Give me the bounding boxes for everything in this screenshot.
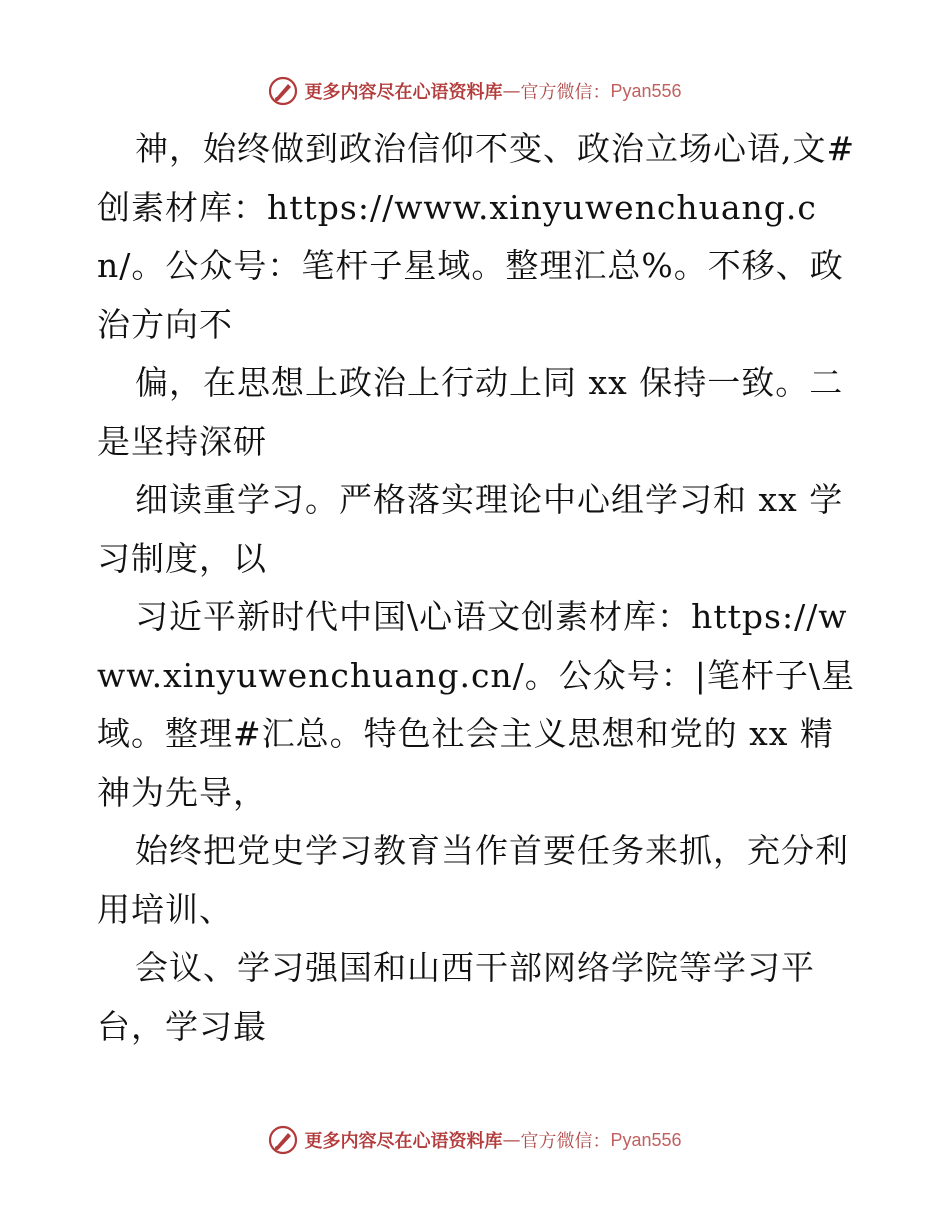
footer-wechat-label: 官方微信：	[520, 1131, 611, 1152]
paragraph: 神，始终做到政治信仰不变、政治立场心语,文#创素材库：https://www.xinyuwenchuang.cn/。公众号：笔杆子星域。整理汇总%。不移、政治方向不	[97, 129, 856, 344]
footer-site-text: 更多内容尽在心语资料库	[304, 1131, 503, 1152]
document-body	[97, 120, 857, 1056]
header-separator: —	[502, 80, 521, 102]
pen-logo-icon	[268, 1125, 298, 1155]
paragraph: 会议、学习强国和山西干部网络学院等学习平台，学习最	[97, 948, 815, 1046]
footer-wechat-id: Pyan556	[610, 1129, 682, 1150]
header-wechat-label: 官方微信：	[520, 82, 611, 103]
paragraph: 细读重学习。严格落实理论中心组学习和 xx 学习制度，以	[97, 480, 844, 578]
pen-logo-icon	[268, 76, 298, 106]
footer-separator: —	[502, 1129, 521, 1151]
paragraph: 始终把党史学习教育当作首要任务来抓，充分利用培训、	[97, 831, 849, 929]
header-watermark	[0, 71, 950, 111]
paragraph: 偏，在思想上政治上行动上同 xx 保持一致。二是坚持深研	[97, 363, 844, 461]
footer-watermark	[0, 1120, 950, 1160]
header-wechat-id: Pyan556	[610, 80, 682, 101]
header-site-text: 更多内容尽在心语资料库	[304, 82, 503, 103]
paragraph: 习近平新时代中国\心语文创素材库：https://www.xinyuwenchuang.cn/。公众号：|笔杆子\星域。整理#汇总。特色社会主义思想和党的 xx 精神为先导，	[97, 597, 856, 812]
